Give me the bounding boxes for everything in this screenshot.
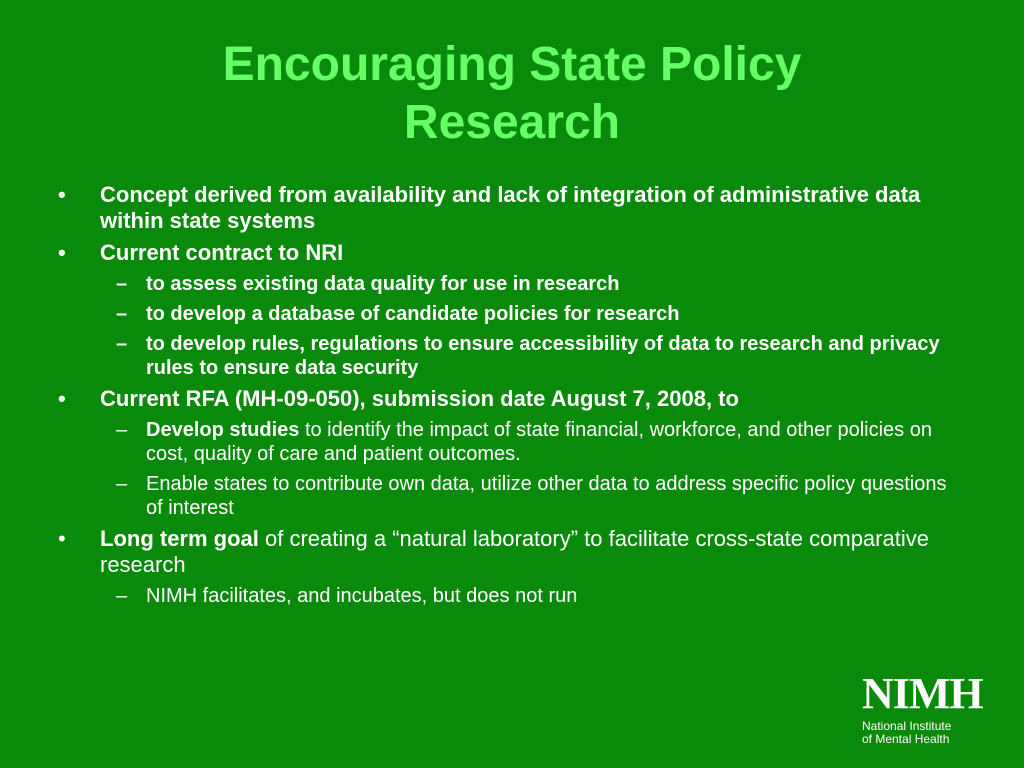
sub-bullet-item — [58, 302, 968, 326]
bullet-marker: • — [58, 386, 66, 411]
bullet-text: Current contract to NRI — [100, 240, 344, 265]
sub-bullet-text: to develop rules, regulations to ensure accessibility of data to research and privacy rules to ensure data security — [146, 333, 940, 379]
sub-bullet-marker: – — [116, 333, 128, 355]
bullet-marker: • — [58, 240, 66, 265]
slide-title-line2: Research — [403, 96, 621, 149]
bullet-text: of creating a “natural laboratory” to facilitate cross-state comparative research — [100, 526, 929, 577]
slide-title-line1: Encouraging State Policy — [222, 38, 802, 91]
bullet-text: Current RFA (MH-09-050), submission date August 7, 2008, to — [100, 386, 739, 411]
bullet-bold-text: Long term goal — [100, 526, 259, 551]
sub-bullet-text: to assess existing data quality for use in research — [146, 273, 620, 295]
bullet-text: Concept derived from availability and lack of integration of administrative data within state systems — [100, 182, 921, 233]
bullet-item — [58, 526, 968, 578]
sub-bullet-marker: – — [116, 273, 128, 295]
sub-bullet-item — [58, 584, 968, 608]
sub-bullet-item — [58, 418, 968, 466]
bullet-list — [58, 182, 968, 614]
sub-bullet-marker: – — [116, 473, 128, 495]
nimh-logo — [862, 669, 983, 746]
sub-bullet-text: NIMH facilitates, and incubates, but does not run — [146, 585, 578, 607]
sub-bullet-marker: – — [116, 585, 128, 607]
nimh-logo-mark: NIMH — [862, 669, 983, 718]
sub-bullet-marker: – — [116, 419, 128, 441]
bullet-marker: • — [58, 182, 66, 207]
sub-bullet-text: to develop a database of candidate policies for research — [146, 303, 680, 325]
sub-bullet-item — [58, 272, 968, 296]
sub-bullet-item — [58, 332, 968, 380]
sub-bullet-marker: – — [116, 303, 128, 325]
nimh-logo-line1: National Institute — [862, 719, 952, 733]
slide-title — [0, 36, 1024, 152]
sub-bullet-text: Enable states to contribute own data, utilize other data to address specific policy questions of interest — [146, 473, 947, 519]
sub-bullet-bold-text: Develop studies — [146, 419, 300, 441]
sub-bullet-item — [58, 472, 968, 520]
bullet-item — [58, 182, 968, 234]
bullet-marker: • — [58, 526, 66, 551]
bullet-item — [58, 240, 968, 266]
sub-bullet-text: to identify the impact of state financial, workforce, and other policies on cost, quality of care and patient outcomes. — [146, 419, 932, 465]
bullet-item — [58, 386, 968, 412]
nimh-logo-line2: of Mental Health — [862, 732, 950, 746]
